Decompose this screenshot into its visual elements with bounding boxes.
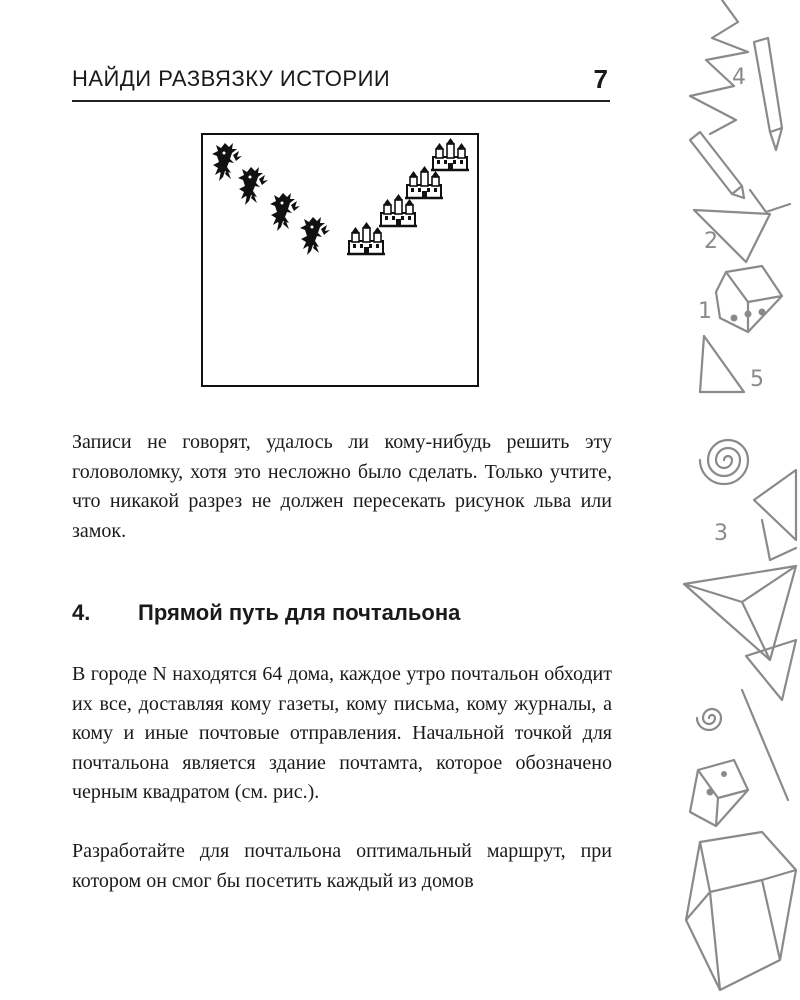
polyhedron-icon [686, 832, 796, 990]
castle-1 [431, 139, 469, 170]
castle-3 [379, 195, 417, 226]
dice-icon-2 [690, 760, 748, 826]
decorative-doodles [650, 0, 800, 1000]
ruler-triangle-icon [700, 336, 744, 392]
pencil-icon-2 [690, 132, 744, 198]
matchstick-icon [742, 690, 788, 800]
header-rule [72, 100, 610, 102]
page-number: 7 [593, 64, 608, 94]
paragraph-postman-intro: В городе N находятся 64 дома, каждое утро почтальон обходит их все, доставляя кому газеты, кому письма, кому журналы, а кому и иные почтовые отправления. Начальной точкой для почтальона является здание почтамта, которое обозначено черным квадратом (см. рис.). [72, 663, 612, 803]
paragraph-postman-task: Разработайте для почтальона оптимальный маршрут, при котором он смог бы посетить каждый из домов [72, 840, 612, 892]
doodle-digit-1: 1 [698, 299, 712, 324]
doodle-digit-2: 2 [704, 229, 718, 254]
small-spiral-icon [697, 709, 721, 730]
puzzle-figure [201, 133, 479, 387]
page-header [72, 66, 610, 102]
lion-2 [238, 167, 268, 205]
pencil-icon [754, 38, 782, 150]
lions-and-castles-illustration [203, 135, 477, 385]
dice-icon [716, 266, 782, 332]
section-number: 4. [72, 600, 91, 625]
doodle-digit-3: 3 [714, 521, 728, 546]
castle-2 [405, 167, 443, 198]
castle-4 [347, 223, 385, 254]
lion-1 [212, 143, 242, 181]
doodle-digit-5: 5 [750, 367, 764, 392]
lion-4 [300, 217, 330, 255]
running-title: НАЙДИ РАЗВЯЗКУ ИСТОРИИ [72, 66, 391, 91]
paragraph-puzzle-note: Записи не говорят, удалось ли кому-нибудь решить эту головоломку, хотя это несложно было сделать. Только учтите, что никакой разрез не должен пересекать рисунок льва или замок. [72, 431, 612, 542]
doodle-digit-4: 4 [732, 65, 746, 90]
lion-3 [270, 193, 300, 231]
spiral-icon [700, 440, 748, 484]
section-title: Прямой путь для почтальона [138, 600, 461, 625]
